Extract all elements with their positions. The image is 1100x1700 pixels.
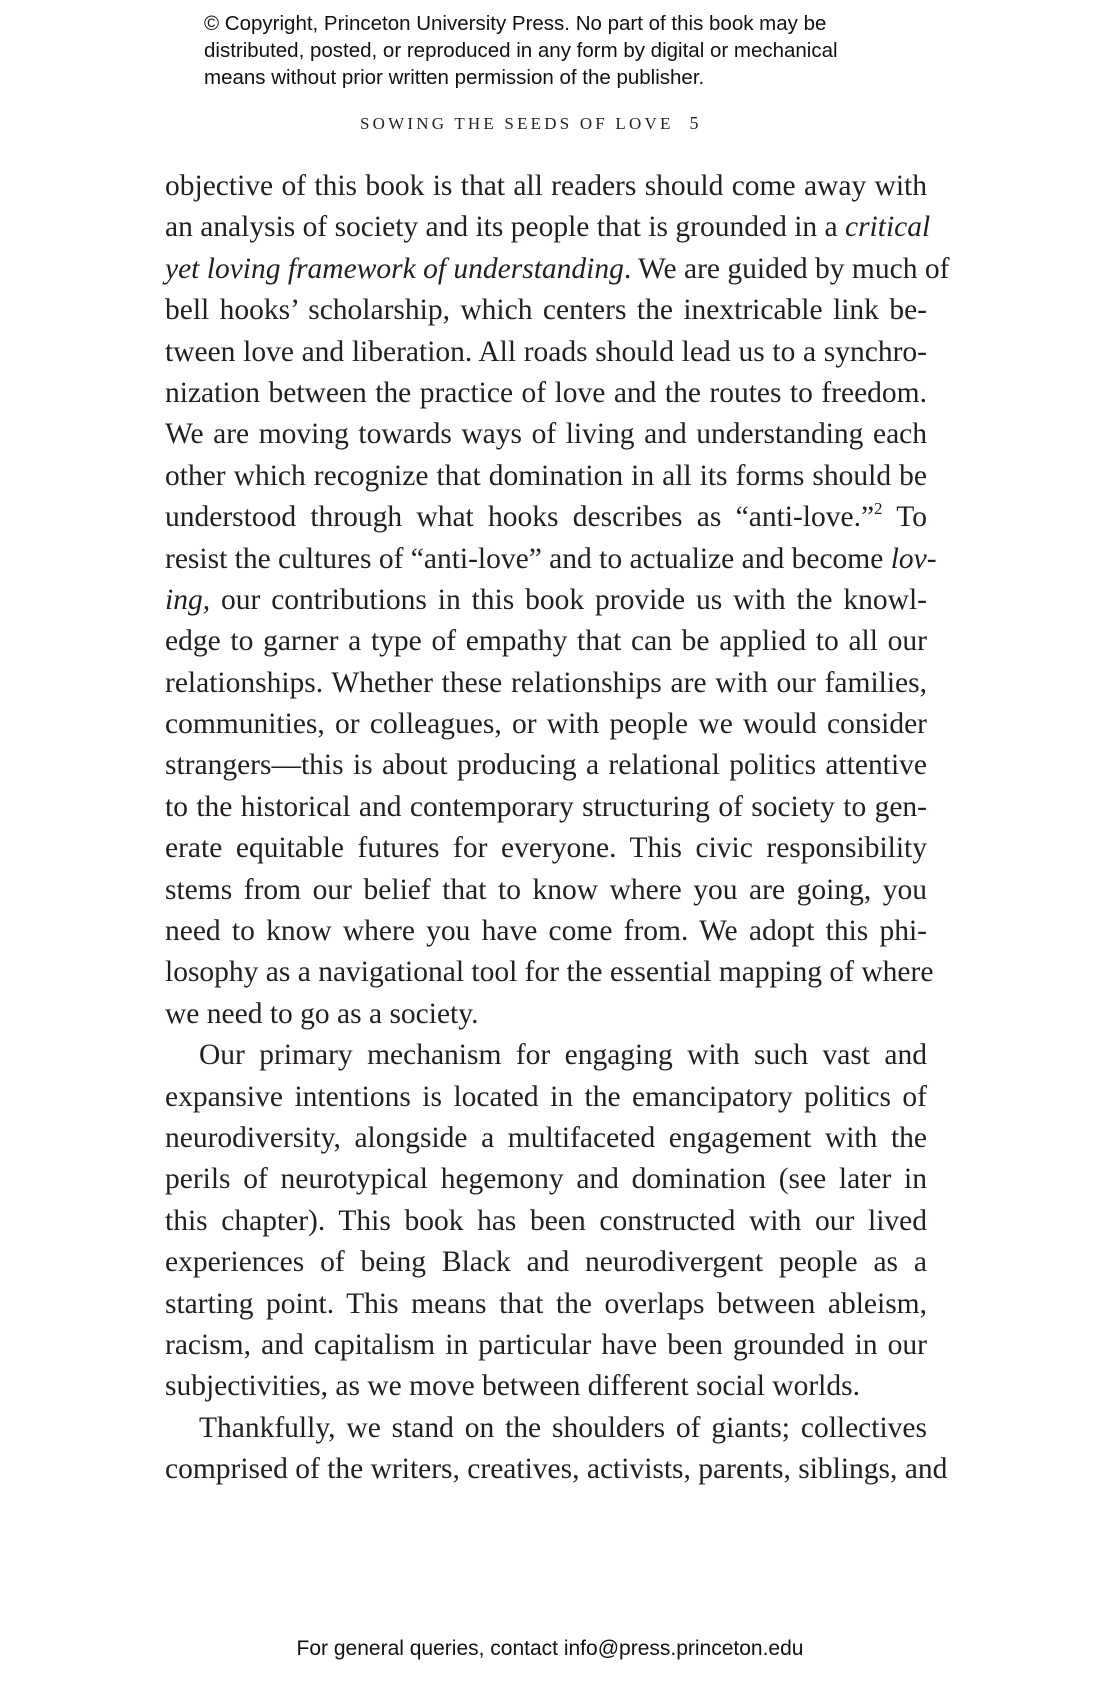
text-line: perils of neurotypical hegemony and domination (see later in [165, 1163, 927, 1196]
text-line: edge to garner a type of empathy that can be applied to all our [165, 625, 927, 658]
text-line: subjectivities, as we move between different social worlds. [165, 1370, 860, 1403]
text-line: other which recognize that domination in all its forms should be [165, 459, 927, 492]
text-run: To [882, 501, 927, 534]
text-line: communities, or colleagues, or with people we would consider [165, 708, 927, 741]
text-line: comprised of the writers, creatives, activists, parents, siblings, and [165, 1453, 948, 1486]
running-head-title: SOWING THE SEEDS OF LOVE [360, 114, 674, 133]
text-line: tween love and liberation. All roads should lead us to a synchro- [165, 335, 927, 368]
text-line [165, 207, 931, 248]
text-run: our contributions in this book provide us with the knowl- [210, 583, 927, 616]
text-line: objective of this book is that all readers should come away with [165, 170, 927, 202]
italic-text: ing, [165, 583, 211, 616]
text-run: understood through what hooks describes as “anti-love.” [165, 501, 875, 534]
text-line [165, 580, 927, 621]
text-line: relationships. Whether these relationships are with our families, [165, 666, 927, 699]
text-line: starting point. This means that the overlaps between ableism, [165, 1287, 927, 1320]
page-number: 5 [689, 113, 699, 133]
copyright-line: © Copyright, Princeton University Press. No part of this book may be [204, 12, 827, 35]
text-line: this chapter). This book has been constructed with our lived [165, 1204, 927, 1237]
italic-text: yet loving framework of understanding [165, 252, 624, 285]
text-line: experiences of being Black and neurodivergent people as a [165, 1246, 927, 1279]
text-run: . We are guided by much of [623, 252, 950, 285]
copyright-line: distributed, posted, or reproduced in any form by digital or mechanical [204, 39, 838, 62]
italic-text: critical [844, 211, 931, 244]
text-line: losophy as a navigational tool for the essential mapping of where [165, 956, 934, 989]
text-line: strangers—this is about producing a relational politics attentive [165, 749, 927, 782]
text-line: we need to go as a society. [165, 997, 479, 1030]
text-line: nization between the practice of love and the routes to freedom. [165, 376, 927, 409]
text-line: to the historical and contemporary structuring of society to gen- [165, 790, 927, 823]
text-line: Thankfully, we stand on the shoulders of giants; collectives [199, 1411, 927, 1444]
italic-text: lov- [890, 542, 937, 575]
footnote-reference[interactable]: 2 [874, 499, 883, 519]
copyright-notice [204, 10, 964, 91]
text-line: expansive intentions is located in the emancipatory politics of [165, 1080, 927, 1113]
text-line: bell hooks’ scholarship, which centers the inextricable link be- [165, 294, 927, 327]
footer-contact: For general queries, contact info@press.princeton.edu [296, 1637, 804, 1660]
text-line: racism, and capitalism in particular have been grounded in our [165, 1328, 927, 1361]
text-run: an analysis of society and its people that is grounded in a [165, 211, 845, 244]
text-run: resist the cultures of “anti-love” and to actualize and become [165, 542, 891, 575]
text-line: need to know where you have come from. We adopt this phi- [165, 915, 927, 948]
text-line [165, 497, 927, 538]
text-line: neurodiversity, alongside a multifaceted engagement with the [165, 1121, 927, 1154]
running-head [360, 113, 760, 134]
text-line [165, 249, 950, 290]
text-line: We are moving towards ways of living and understanding each [165, 418, 927, 451]
text-line: stems from our belief that to know where you are going, you [165, 873, 927, 906]
text-line: erate equitable futures for everyone. This civic responsibility [165, 832, 927, 865]
text-line [165, 539, 937, 580]
text-line: Our primary mechanism for engaging with such vast and [199, 1039, 927, 1072]
body-text [165, 166, 950, 1491]
copyright-line: means without prior written permission of the publisher. [204, 66, 705, 89]
